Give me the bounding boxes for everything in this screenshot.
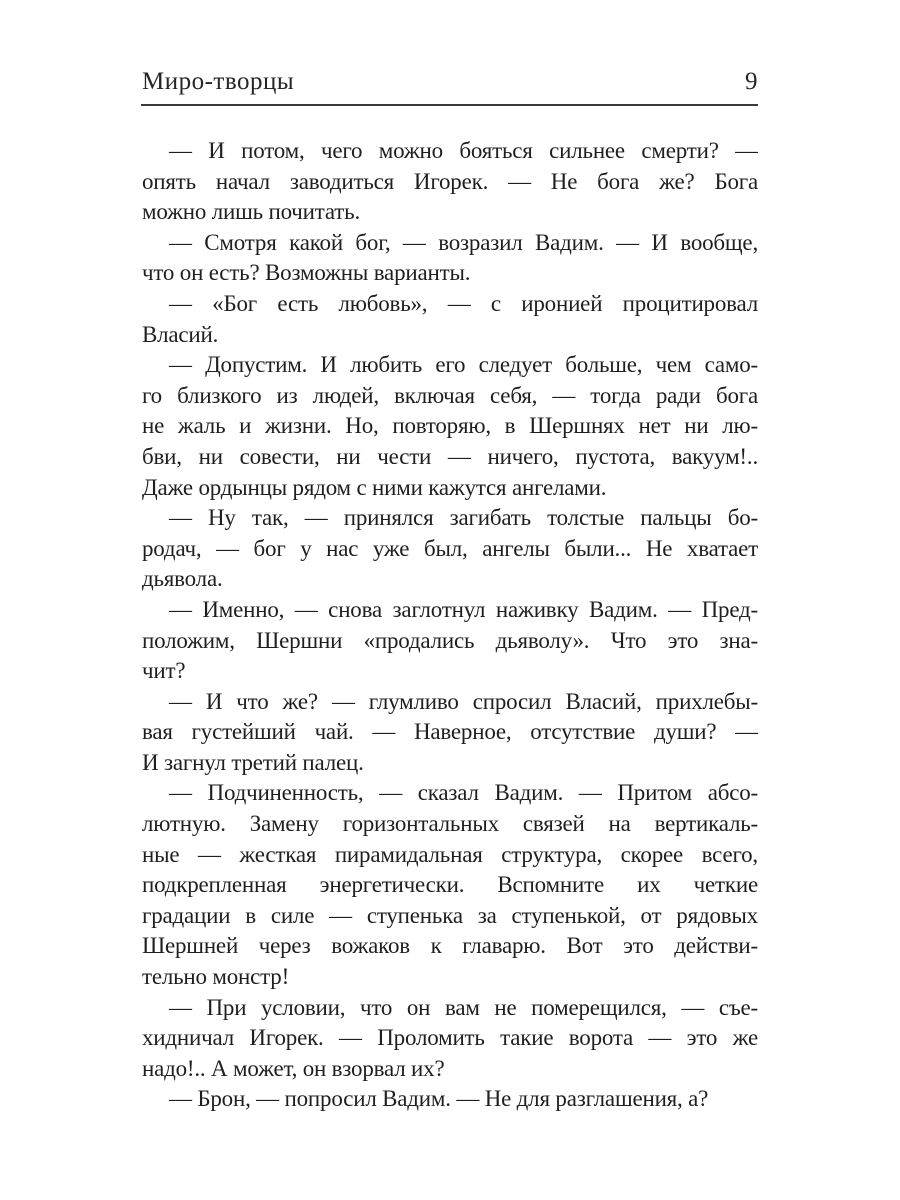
text-line: — «Бог есть любовь», — с иронией процитировал — [169, 290, 758, 316]
text-line: чит? — [142, 658, 186, 684]
text-line: лютную. Замену горизонтальных связей на вертикаль- — [142, 811, 758, 837]
paragraph — [142, 136, 758, 228]
text-line: — Именно, — снова заглотнул наживку Вадим. — Пред- — [169, 596, 758, 622]
paragraph — [142, 778, 758, 992]
text-line: родач, — бог у нас уже был, ангелы были... Не хватает — [142, 535, 758, 561]
paragraph — [142, 595, 758, 687]
text-line: — Подчиненность, — сказал Вадим. — Притом абсо- — [169, 780, 758, 806]
text-line: Шершней через вожаков к главарю. Вот это действи- — [142, 933, 758, 959]
header-rule — [141, 104, 758, 106]
paragraph — [142, 1084, 758, 1115]
text-line: бви, ни совести, ни чести — ничего, пустота, вакуум!.. — [142, 443, 758, 469]
text-line: го близкого из людей, включая себя, — тогда ради бога — [142, 382, 758, 408]
text-line: подкрепленная энергетически. Вспомните их четкие — [142, 872, 758, 898]
paragraph — [142, 350, 758, 503]
text-line: И загнул третий палец. — [142, 749, 364, 775]
text-line: надо!.. А может, он взорвал их? — [142, 1055, 445, 1081]
paragraph — [142, 503, 758, 595]
text-line: можно лишь почитать. — [142, 199, 360, 225]
paragraph — [142, 993, 758, 1085]
text-line: Власий. — [142, 321, 219, 347]
text-line: градации в силе — ступенька за ступенькой, от рядовых — [142, 902, 758, 928]
text-line: — Ну так, — принялся загибать толстые пальцы бо- — [169, 505, 758, 531]
text-line: не жаль и жизни. Но, повторяю, в Шершнях нет ни лю- — [142, 413, 758, 439]
text-line: ные — жесткая пирамидальная структура, скорее всего, — [142, 841, 758, 867]
text-line: — При условии, что он вам не померещился, — съе- — [169, 994, 758, 1020]
paragraph — [142, 289, 758, 350]
text-line: — Допустим. И любить его следует больше, чем само- — [169, 352, 758, 378]
text-line: опять начал заводиться Игорек. — Не бога же? Бога — [142, 168, 758, 194]
book-title: Миро-творцы — [142, 68, 295, 95]
text-line: — И потом, чего можно бояться сильнее смерти? — — [169, 138, 758, 163]
text-line: Даже ордынцы рядом с ними кажутся ангелами. — [142, 474, 607, 500]
text-line: положим, Шершни «продались дьяволу». Что это зна- — [142, 627, 758, 653]
paragraph — [142, 687, 758, 779]
text-line: — Смотря какой бог, — возразил Вадим. — И вообще, — [169, 229, 758, 255]
text-line: хидничал Игорек. — Проломить такие ворота — это же — [142, 1025, 758, 1051]
running-header — [142, 68, 758, 96]
text-line: дьявола. — [142, 566, 223, 592]
text-line: тельно монстр! — [142, 964, 290, 990]
text-line: — И что же? — глумливо спросил Власий, прихлебы- — [169, 688, 758, 714]
paragraph — [142, 228, 758, 289]
text-line: вая густейший чай. — Наверное, отсутствие души? — — [142, 719, 758, 745]
page-number: 9 — [745, 68, 758, 95]
text-line: что он есть? Возможны варианты. — [142, 260, 471, 286]
page-text — [142, 136, 758, 1115]
text-line: — Брон, — попросил Вадим. — Не для разглашения, а? — [169, 1086, 709, 1112]
